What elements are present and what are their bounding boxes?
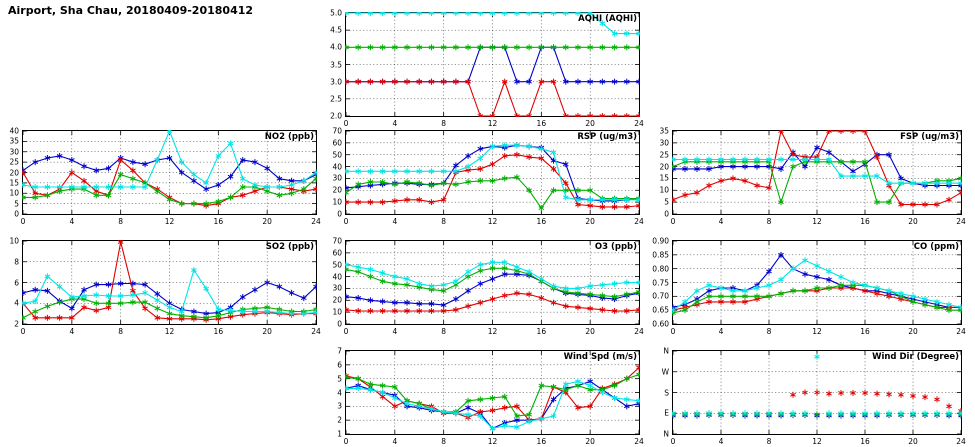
y-tick-label: 5 [337, 374, 342, 384]
y-tick-label: 0.90 [652, 236, 669, 246]
y-tick-label: 40 [332, 272, 342, 282]
y-tick-label: 10 [332, 307, 342, 317]
y-tick-label: 0 [14, 209, 19, 219]
x-tick-label: 24 [311, 327, 321, 336]
chart-title: CO (ppm) [913, 242, 959, 252]
y-tick-label: 4.5 [330, 25, 342, 35]
y-tick-label: 60 [332, 138, 342, 148]
x-tick-label: 8 [766, 217, 772, 226]
y-tick-label: 35 [9, 136, 19, 146]
x-tick-label: 8 [441, 217, 447, 226]
x-tick-label: 12 [487, 217, 498, 226]
y-tick-label: 6 [337, 360, 342, 370]
y-tick-label: 4 [337, 388, 342, 397]
x-tick-label: 20 [908, 327, 918, 336]
y-tick-label: 8 [14, 257, 19, 267]
x-tick-label: 24 [634, 119, 644, 128]
y-tick-label: 2 [337, 415, 342, 425]
y-tick-label: 40 [9, 126, 19, 136]
y-tick-label: 25 [659, 150, 669, 160]
x-tick-label: 4 [718, 327, 724, 336]
y-tick-label: 6 [14, 278, 19, 287]
y-tick-label: 3 [337, 401, 342, 411]
x-tick-label: 4 [392, 327, 398, 336]
chart-panel-no2 [9, 126, 321, 226]
y-tick-label: 1 [337, 429, 342, 439]
y-tick-label: 30 [332, 173, 342, 183]
x-tick-label: 16 [213, 217, 224, 226]
x-tick-label: 8 [441, 437, 447, 446]
x-tick-label: 16 [536, 327, 547, 336]
x-tick-label: 12 [164, 327, 175, 336]
y-tick-label: 70 [332, 236, 342, 246]
chart-title: O3 (ppb) [594, 242, 637, 252]
y-tick-label: 20 [9, 168, 19, 177]
y-tick-label: 20 [659, 162, 669, 172]
x-tick-label: 4 [392, 119, 398, 128]
chart-panel-aqhi [330, 8, 644, 128]
y-tick-label: 5 [14, 199, 19, 209]
chart-title: SO2 (ppb) [265, 242, 314, 252]
chart-panel-so2 [9, 236, 321, 336]
chart-panel-wind [337, 346, 644, 446]
x-tick-label: 12 [164, 217, 175, 226]
x-tick-label: 16 [860, 437, 870, 446]
y-tick-label: 30 [332, 283, 342, 293]
y-tick-label: 0 [337, 209, 342, 219]
y-tick-label: 4 [14, 298, 19, 308]
chart-title: FSP (ug/m3) [900, 132, 959, 142]
y-tick-label: 10 [332, 197, 342, 207]
x-tick-label: 20 [262, 217, 272, 226]
x-tick-label: 24 [634, 437, 644, 446]
y-tick-label: 0 [664, 209, 669, 219]
x-tick-label: 16 [536, 119, 547, 128]
x-tick-label: 24 [956, 437, 966, 446]
y-tick-label: 0.75 [652, 278, 669, 287]
y-tick-label: 20 [332, 185, 342, 195]
x-tick-label: 24 [956, 217, 966, 226]
x-tick-label: 12 [487, 327, 498, 336]
y-tick-label: 50 [332, 150, 342, 160]
x-tick-label: 16 [536, 437, 547, 446]
y-tick-label: 0.80 [652, 264, 669, 274]
x-tick-label: 16 [860, 327, 870, 336]
y-tick-label: 2 [14, 319, 19, 329]
y-tick-label: S [664, 388, 669, 397]
x-tick-label: 12 [487, 437, 498, 446]
chart-title: Wind Spd (m/s) [563, 352, 637, 362]
y-tick-label: 0.70 [652, 291, 669, 301]
x-tick-label: 20 [585, 437, 595, 446]
y-tick-label: 7 [337, 346, 342, 356]
y-tick-label: 5.0 [330, 8, 342, 18]
y-tick-label: 0.60 [652, 319, 669, 329]
x-tick-label: 8 [118, 327, 124, 336]
x-tick-label: 16 [536, 217, 547, 226]
x-tick-label: 20 [585, 119, 595, 128]
y-tick-label: 0.85 [652, 250, 669, 260]
chart-panel-wind [661, 346, 966, 446]
x-tick-label: 12 [812, 327, 822, 336]
x-tick-label: 4 [69, 327, 75, 336]
chart-panel-o3 [332, 236, 644, 336]
x-tick-label: 24 [634, 327, 644, 336]
y-tick-label: 5 [664, 197, 669, 207]
y-tick-label: 50 [332, 260, 342, 270]
chart-title: Wind Dir (Degree) [872, 352, 959, 362]
y-tick-label: 40 [332, 162, 342, 172]
chart-panel-fsp [659, 126, 966, 226]
x-tick-label: 20 [908, 217, 918, 226]
x-tick-label: 0 [343, 119, 349, 128]
x-tick-label: 4 [392, 217, 398, 226]
chart-title: RSP (ug/m3) [577, 132, 637, 142]
x-tick-label: 8 [766, 437, 772, 446]
x-tick-label: 12 [812, 437, 822, 446]
x-tick-label: 20 [585, 217, 595, 226]
x-tick-label: 4 [718, 217, 724, 226]
x-tick-label: 12 [487, 119, 498, 128]
y-tick-label: N [663, 429, 669, 439]
x-tick-label: 0 [670, 437, 676, 446]
y-tick-label: 0 [337, 319, 342, 329]
y-tick-label: 0.65 [652, 305, 669, 315]
y-tick-label: 3.0 [330, 77, 342, 87]
x-tick-label: 16 [213, 327, 224, 336]
x-tick-label: 24 [311, 217, 321, 226]
x-tick-label: 0 [343, 437, 349, 446]
x-tick-label: 24 [956, 327, 966, 336]
x-tick-label: 0 [20, 327, 26, 336]
chart-panel-rsp [332, 126, 644, 226]
y-tick-label: E [664, 408, 669, 418]
x-tick-label: 0 [670, 217, 676, 226]
y-tick-label: 2.5 [330, 94, 342, 104]
x-tick-label: 20 [262, 327, 272, 336]
y-tick-label: 30 [9, 147, 19, 157]
x-tick-label: 16 [860, 217, 870, 226]
chart-title: AQHI (AQHI) [578, 14, 637, 24]
y-tick-label: N [663, 346, 669, 356]
y-tick-label: 10 [9, 188, 19, 198]
y-tick-label: 20 [332, 295, 342, 305]
y-tick-label: 4.0 [330, 42, 342, 52]
chart-panel-co [652, 236, 966, 336]
x-tick-label: 8 [118, 217, 124, 226]
x-tick-label: 0 [670, 327, 676, 336]
x-tick-label: 4 [69, 217, 75, 226]
x-tick-label: 4 [718, 437, 724, 446]
x-tick-label: 8 [441, 119, 447, 128]
x-tick-label: 24 [634, 217, 644, 226]
y-tick-label: 70 [332, 126, 342, 136]
chart-title: NO2 (ppb) [264, 132, 314, 142]
x-tick-label: 0 [20, 217, 26, 226]
x-tick-label: 12 [812, 217, 822, 226]
y-tick-label: 10 [659, 185, 669, 195]
x-tick-label: 20 [908, 437, 918, 446]
y-tick-label: 35 [659, 126, 669, 136]
x-tick-label: 0 [343, 217, 349, 226]
page-title: Airport, Sha Chau, 20180409-20180412 [8, 4, 254, 17]
x-tick-label: 8 [441, 327, 447, 336]
y-tick-label: 10 [9, 236, 19, 246]
y-tick-label: 60 [332, 248, 342, 258]
y-tick-label: 15 [9, 178, 19, 188]
x-tick-label: 8 [766, 327, 772, 336]
x-tick-label: 0 [343, 327, 349, 336]
y-tick-label: 15 [659, 173, 669, 183]
y-tick-label: 25 [9, 157, 19, 167]
x-tick-label: 20 [585, 327, 595, 336]
y-tick-label: 3.5 [330, 60, 342, 69]
y-tick-label: W [661, 367, 669, 377]
y-tick-label: 30 [659, 138, 669, 148]
x-tick-label: 4 [392, 437, 398, 446]
y-tick-label: 2.0 [330, 111, 342, 121]
